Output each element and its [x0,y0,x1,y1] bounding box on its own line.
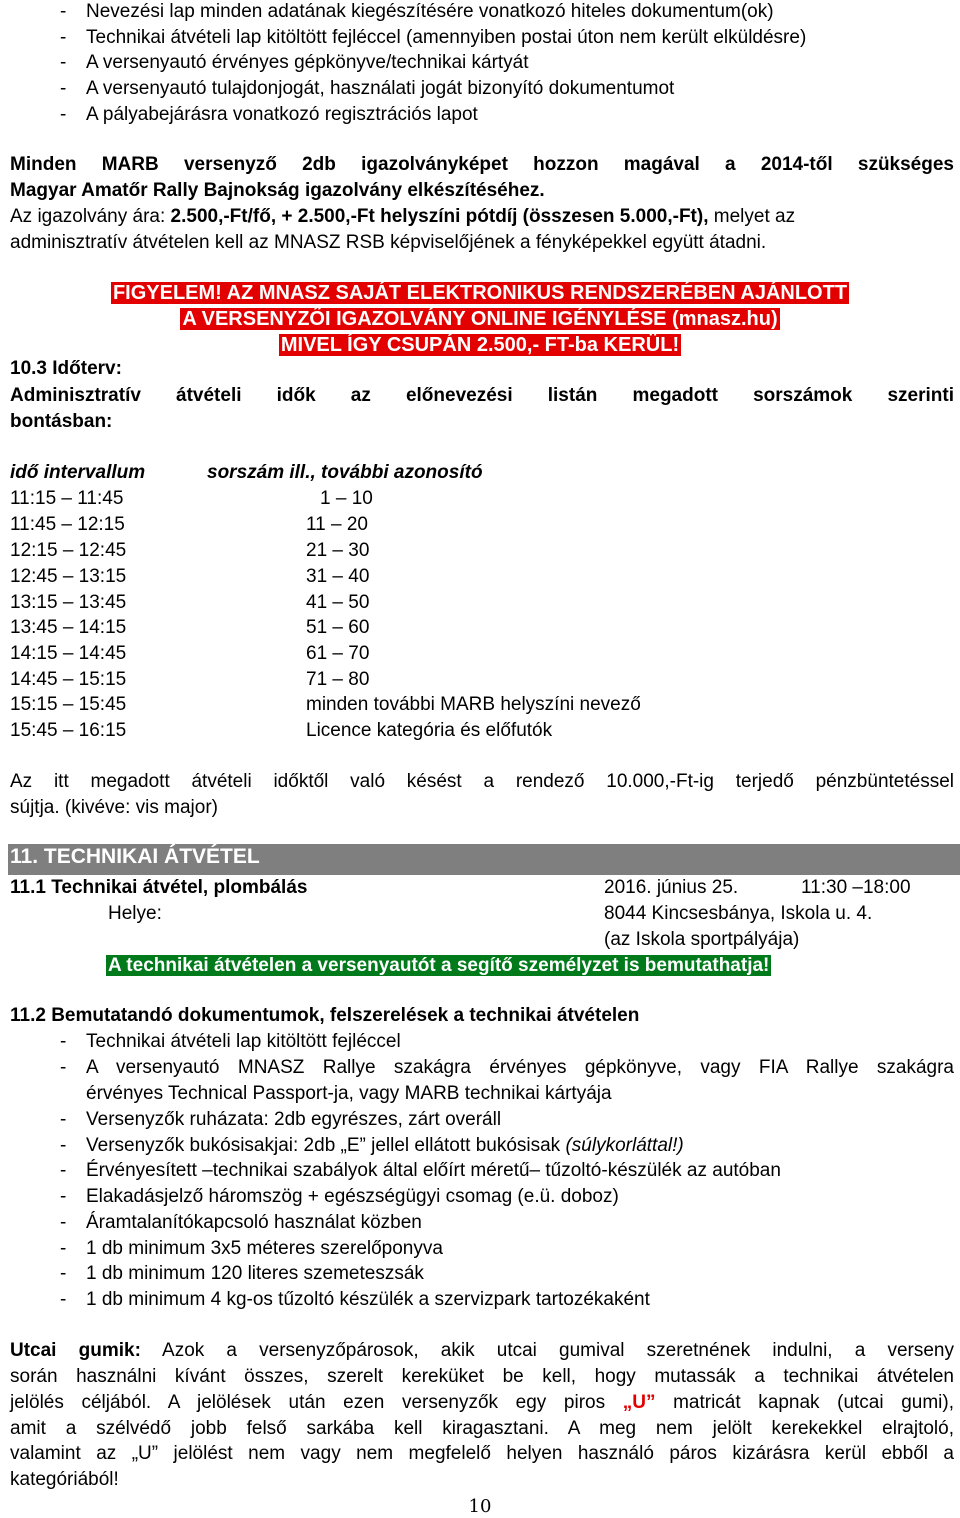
row-id: Licence kategória és előfutók [306,720,553,741]
place-note: (az Iskola sportpályája) [604,929,800,950]
marb-line-4: adminisztratív átvételen kell az MNASZ RSB képviselőjének a fényképekkel együtt átadni. [10,232,767,253]
u-sticker-mark: „U” [622,1392,656,1413]
timetable-subheading-2: bontásban: [10,411,113,432]
bullet-dash: - [60,1238,67,1259]
bullet-dash: - [60,78,67,99]
bullet-dash: - [60,52,67,73]
bullet-dash: - [60,1263,67,1284]
list-item: Technikai átvételi lap kitöltött fejléccel (amennyiben postai úton nem került elküldésre) [86,27,807,48]
warning-line-3: MIVEL ÍGY CSUPÁN 2.500,- FT-ba KERÜL! [280,334,680,356]
price-amount: 2.500,-Ft/fő, + 2.500,-Ft helyszíni pótdíj (összesen 5.000,-Ft), [170,206,709,227]
section-title: 11. TECHNIKAI ÁTVÉTEL [10,845,260,868]
tires-line-3 [10,1392,954,1414]
row-id: 71 – 80 [306,669,370,690]
place-label: Helye: [108,903,162,924]
marb-price-line [10,206,795,228]
row-time: 15:15 – 15:45 [10,694,127,715]
tires-line-1-text: Azok a versenyzőpárosok, akik utcai gumival szeretnének indulni, a verseny [140,1340,954,1361]
row-id: minden további MARB helyszíni nevező [306,694,641,715]
list-item-text: Versenyzők bukósisakjai: 2db „E” jellel ellátott bukósisak [86,1135,566,1156]
row-id: 51 – 60 [306,617,370,638]
list-item: A pályabejárásra vonatkozó regisztrációs lapot [86,104,478,125]
list-item: A versenyautó MNASZ Rallye szakágra érvényes gépkönyve, vagy FIA Rallye szakágra [86,1057,954,1078]
list-item [86,1135,684,1157]
column-header-time: idő intervallum [10,462,146,483]
row-time: 13:15 – 13:45 [10,592,127,613]
row-time: 11:45 – 12:15 [10,514,125,535]
row-time: 14:45 – 15:15 [10,669,127,690]
bullet-dash: - [60,1031,67,1052]
bullet-dash: - [60,1057,67,1078]
bullet-dash: - [60,1,67,22]
green-notice: A technikai átvételen a versenyautót a segítő személyzet is bemutathatja! [108,955,770,976]
tires-line-4: amit a szélvédő jobb felső sarkába kell kiragasztani. A meg nem jelölt kerekekkel elrajtoló, [10,1418,954,1439]
row-time: 14:15 – 14:45 [10,643,127,664]
list-item: A versenyautó érvényes gépkönyve/technikai kártyát [86,52,529,73]
list-item-continuation: érvényes Technical Passport-ja, vagy MARB technikai kártyája [86,1083,612,1104]
tires-line-3-pre: jelölés céljából. A jelölések után ezen versenyzők egy piros [10,1392,623,1413]
tires-line-2: során használni kívánt összes, szerelt kereküket be kell, hogy mutassák a technikai átvételen [10,1366,954,1387]
row-time: 12:45 – 13:15 [10,566,127,587]
penalty-line-2: sújtja. (kivéve: vis major) [10,797,218,818]
price-suffix: melyet az [708,206,796,227]
subsection-11-2-title: 11.2 Bemutatandó dokumentumok, felszerelések a technikai átvételen [10,1005,640,1026]
list-item: 1 db minimum 120 literes szemeteszsák [86,1263,424,1284]
bullet-dash: - [60,1135,67,1156]
weight-limit-note: (súlykorláttal!) [565,1135,684,1156]
row-id: 31 – 40 [306,566,370,587]
column-header-id: sorszám ill., további azonosító [207,462,483,483]
list-item: Versenyzők ruházata: 2db egyrészes, zárt overáll [86,1109,502,1130]
list-item: Elakadásjelző háromszög + egészségügyi csomag (e.ü. doboz) [86,1186,619,1207]
bullet-dash: - [60,27,67,48]
inspection-date: 2016. június 25. [604,877,739,898]
tires-line-6: kategóriából! [10,1469,119,1490]
place-value: 8044 Kincsesbánya, Iskola u. 4. [604,903,873,924]
tires-label: Utcai gumik: [10,1340,141,1361]
row-time: 13:45 – 14:15 [10,617,127,638]
tires-line-3-post: matricát kapnak (utcai gumi), [655,1392,954,1413]
bullet-dash: - [60,1160,67,1181]
row-id: 21 – 30 [306,540,370,561]
subsection-11-1-title: 11.1 Technikai átvétel, plombálás [10,877,308,898]
tires-line-5: valamint az „U” jelölést nem vagy nem megfelelő helyen használó páros kizárásra kerül ebből a [10,1443,954,1464]
inspection-time: 11:30 –18:00 [801,877,911,898]
list-item: Érvényesített –technikai szabályok által előírt méretű– tűzoltó-készülék az autóban [86,1160,781,1181]
row-id: 61 – 70 [306,643,370,664]
bullet-dash: - [60,104,67,125]
list-item: Technikai átvételi lap kitöltött fejléccel [86,1031,401,1052]
list-item: 1 db minimum 4 kg-os tűzoltó készülék a szervizpark tartozékaként [86,1289,650,1310]
row-id: 1 – 10 [320,488,373,509]
bullet-dash: - [60,1186,67,1207]
list-item: 1 db minimum 3x5 méteres szerelőponyva [86,1238,443,1259]
timetable-heading: 10.3 Időterv: [10,358,122,379]
row-time: 12:15 – 12:45 [10,540,127,561]
bullet-dash: - [60,1109,67,1130]
warning-line-1: FIGYELEM! AZ MNASZ SAJÁT ELEKTRONIKUS RENDSZERÉBEN AJÁNLOTT [112,282,848,304]
penalty-line-1: Az itt megadott átvételi időktől való késést a rendező 10.000,-Ft-ig terjedő pénzbüntetéssel [10,771,954,792]
row-id: 11 – 20 [306,514,368,535]
price-prefix: Az igazolvány ára: [10,206,171,227]
warning-line-2: A VERSENYZŐI IGAZOLVÁNY ONLINE IGÉNYLÉSE (mnasz.hu) [182,308,778,330]
tires-line-1 [10,1340,954,1362]
marb-line-1: Minden MARB versenyző 2db igazolványképet hozzon magával a 2014-től szükséges [10,154,954,175]
row-id: 41 – 50 [306,592,370,613]
bullet-dash: - [60,1212,67,1233]
list-item: Áramtalanítókapcsoló használat közben [86,1212,422,1233]
row-time: 15:45 – 16:15 [10,720,127,741]
list-item: A versenyautó tulajdonjogát, használati jogát bizonyító dokumentumot [86,78,675,99]
marb-line-2: Magyar Amatőr Rally Bajnokság igazolvány elkészítéséhez. [10,180,545,201]
timetable-subheading-1: Adminisztratív átvételi idők az előnevezési listán megadott sorszámok szerinti [10,385,954,406]
list-item: Nevezési lap minden adatának kiegészítésére vonatkozó hiteles dokumentum(ok) [86,1,774,22]
bullet-dash: - [60,1289,67,1310]
row-time: 11:15 – 11:45 [10,488,124,509]
page-number: 10 [468,1496,492,1517]
